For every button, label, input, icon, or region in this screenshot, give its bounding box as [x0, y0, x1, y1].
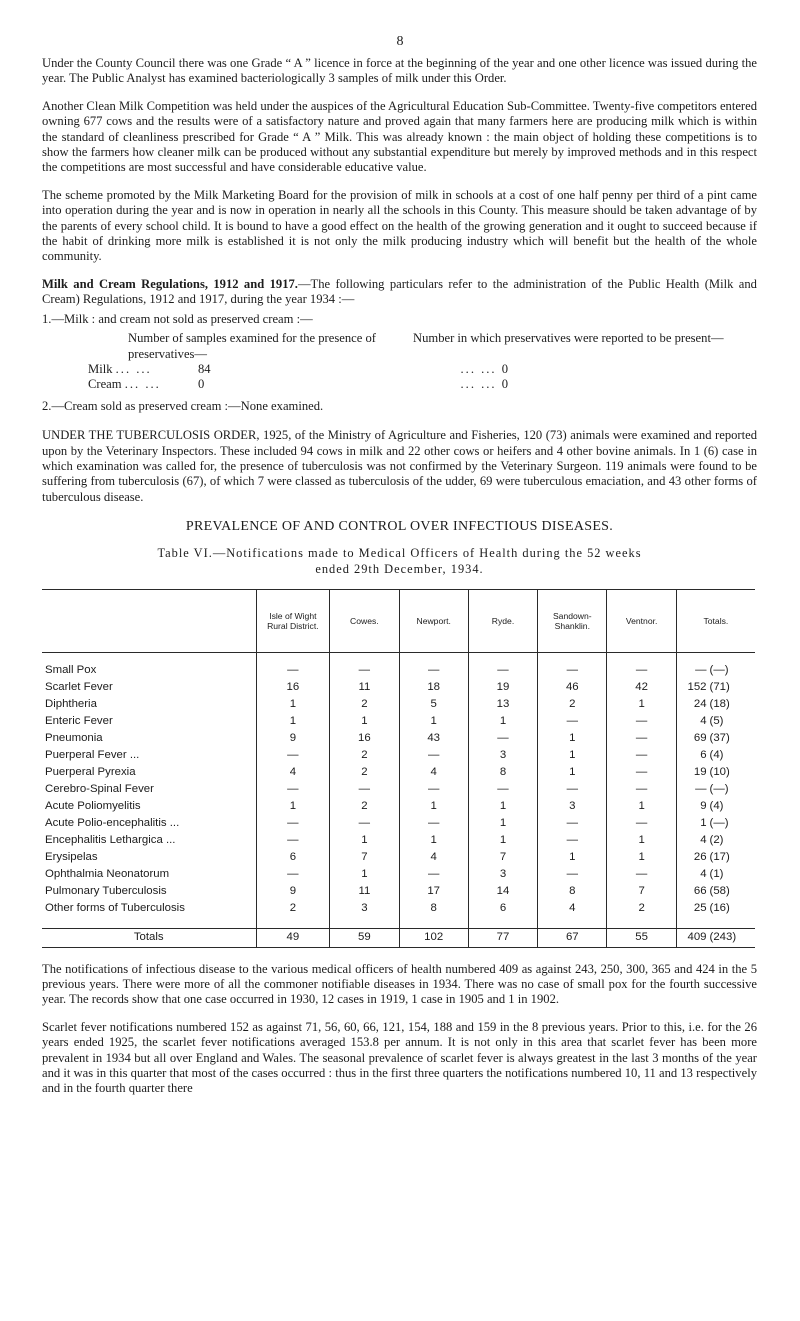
table-row — [42, 884, 755, 901]
total-cell: 25 — [676, 901, 706, 918]
disease-name-cell: Enteric Fever — [45, 715, 113, 728]
total-cell: 9 — [676, 799, 706, 816]
disease-name-cell: Other forms of Tuberculosis — [45, 902, 185, 915]
disease-name-cell: Erysipelas — [45, 851, 98, 864]
disease-name-cell: Acute Polio-encephalitis ... — [45, 817, 180, 830]
milk-regulations-paragraph — [42, 277, 757, 308]
value-cell: — — [399, 748, 468, 765]
value-cell: 6 — [468, 901, 537, 918]
value-cell: 4 — [538, 901, 607, 918]
value-cell: — — [399, 816, 468, 833]
value-cell: 43 — [399, 731, 468, 748]
previous-year-cell: (1) — [709, 868, 724, 881]
disease-name-cell: Pulmonary Tuberculosis — [45, 885, 167, 898]
paragraph-tuberculosis-order: UNDER THE TUBERCULOSIS ORDER, 1925, of the Ministry of Agriculture and Fisheries, 120 (73) animals were examined and reported upon by the Veterinary Inspectors. These included 94 cows in milk and 22 other cows or heifers and 4 other bovine animals. In 1 (6) case in which examination was called for, the presence of tuberculosis was not confirmed by the Veterinary Surgeon. 119 animals were found to be suffering from tuberculosis (67), of which 7 were classed as tuberculosis of the udder, 69 were tuberculous emaciation, and 43 other forms of tuberculous disease. — [42, 428, 757, 504]
value-cell: 1 — [607, 850, 676, 867]
value-cell: 9 — [256, 884, 330, 901]
paragraph-notifications-total: The notifications of infectious disease to the various medical officers of health numbered 409 as against 243, 250, 300, 365 and 424 in the 5 previous years. There were more of all the commoner notifiable diseases in 1934. There was no case of small pox for the fourth successive year. The records show that one case occurred in 1930, 12 cases in 1919, 1 case in 1905 and 1 in 1902. — [42, 961, 757, 1007]
value-cell: — — [538, 816, 607, 833]
table-body — [42, 652, 755, 947]
value-cell: 1 — [256, 714, 330, 731]
value-cell: 1 — [468, 816, 537, 833]
notifications-table — [42, 589, 755, 948]
column-header: Newport. — [399, 589, 468, 652]
total-value-cell: 102 — [399, 928, 468, 947]
value-cell: 1 — [330, 714, 399, 731]
value-cell: 16 — [330, 731, 399, 748]
table-row — [42, 765, 755, 782]
table-row — [42, 748, 755, 765]
previous-year-cell: (17) — [709, 851, 730, 864]
table-caption-line-1: Table VI.—Notifications made to Medical Officers of Health during the 52 weeks — [157, 545, 642, 560]
previous-year-cell: (37) — [709, 732, 730, 745]
value-cell: 2 — [607, 901, 676, 918]
value-cell: 1 — [538, 748, 607, 765]
column-header: Isle of Wight Rural District. — [256, 589, 330, 652]
table-spacer-row — [42, 918, 755, 929]
previous-year-cell: (71) — [709, 681, 730, 694]
column-header: Cowes. — [330, 589, 399, 652]
previous-year-cell: (18) — [709, 698, 730, 711]
preservatives-sample-table — [42, 331, 757, 393]
value-cell: — — [607, 663, 676, 680]
value-cell: 1 — [468, 833, 537, 850]
table-row — [42, 663, 755, 680]
value-cell: 2 — [538, 697, 607, 714]
value-cell: — — [256, 748, 330, 765]
disease-name-cell: Small Pox — [45, 664, 97, 677]
value-cell: — — [256, 833, 330, 850]
value-cell: 11 — [330, 884, 399, 901]
value-cell: 16 — [256, 680, 330, 697]
previous-year-cell: (10) — [709, 766, 730, 779]
total-cell: 1 — [676, 816, 706, 833]
value-cell: 4 — [399, 850, 468, 867]
value-cell: 3 — [330, 901, 399, 918]
value-cell: — — [330, 663, 399, 680]
value-cell: 1 — [607, 799, 676, 816]
previous-year-cell: (16) — [709, 902, 730, 915]
table-caption — [42, 545, 757, 577]
value-cell: 5 — [399, 697, 468, 714]
column-header: Sandown-Shanklin. — [538, 589, 607, 652]
table-row — [42, 680, 755, 697]
value-cell: — — [468, 782, 537, 799]
paragraph-grade-a-licence: Under the County Council there was one Grade “ A ” licence in force at the beginning of the year and one other licence was issued during the year. The Public Analyst has examined bacteriologically 3 samples of milk under this Order. — [42, 56, 757, 86]
previous-year-cell: (—) — [709, 783, 729, 796]
value-cell: 1 — [256, 799, 330, 816]
value-cell: 2 — [330, 697, 399, 714]
sample-row-cream — [42, 377, 757, 392]
sample-row-label: Milk ... ... — [88, 361, 152, 376]
value-cell: 6 — [256, 850, 330, 867]
previous-year-cell: (2) — [709, 834, 724, 847]
paragraph-scarlet-fever: Scarlet fever notifications numbered 152 as against 71, 56, 60, 66, 121, 154, 188 and 159 in the 8 previous years. Prior to this, i.e. for the 26 years ended 1925, the scarlet fever notifications averaged 153.8 per annum. It is not only in this area that scarlet fever has been more prevalent in 1934 but all over England and Wales. The seasonal prevalence of scarlet fever is always greatest in the last 3 months of the year and it was in this quarter that most of the cases occurred : thus in the first three quarters the notifications numbered 10, 11 and 13 respectively and in the fourth quarter there — [42, 1019, 757, 1096]
disease-name-cell: Cerebro-Spinal Fever — [45, 783, 154, 796]
value-cell: 7 — [468, 850, 537, 867]
table-caption-line-2: ended 29th December, 1934. — [315, 561, 484, 576]
value-cell: 46 — [538, 680, 607, 697]
disease-name-cell: Diphtheria — [45, 698, 97, 711]
value-cell: 8 — [399, 901, 468, 918]
paragraph-milk-in-schools: The scheme promoted by the Milk Marketing Board for the provision of milk in schools at a cost of one half penny per third of a pint came into operation during the year and is now in operation in nearly all the schools in this County. This measure should be taken advantage of by the parents of every school child. It is bound to have a good effect on the health of the growing generation and it ought to succeed because if the habit of drinking more milk is established it is not only the milk producing industry which will benefit but the health of the whole community. — [42, 187, 757, 264]
disease-column-header — [42, 589, 256, 652]
value-cell: — — [607, 782, 676, 799]
sample-examined-value: 84 — [198, 361, 211, 376]
total-cell: 152 — [676, 680, 706, 697]
value-cell: 7 — [607, 884, 676, 901]
totals-row — [42, 928, 755, 947]
table-row — [42, 833, 755, 850]
value-cell: — — [538, 663, 607, 680]
value-cell: — — [330, 816, 399, 833]
table-row — [42, 867, 755, 884]
value-cell: 4 — [256, 765, 330, 782]
value-cell: 3 — [468, 748, 537, 765]
value-cell: — — [538, 782, 607, 799]
value-cell: — — [538, 714, 607, 731]
total-cell: — — [676, 663, 706, 680]
total-value-cell: 67 — [538, 928, 607, 947]
value-cell: — — [607, 816, 676, 833]
column-header: Ventnor. — [607, 589, 676, 652]
value-cell: — — [538, 867, 607, 884]
total-cell: 4 — [676, 833, 706, 850]
paragraph-clean-milk-competition: Another Clean Milk Competition was held under the auspices of the Agricultural Education Sub-Committee. Twenty-five competitors entered owning 677 cows and the results were of a satisfactory nature and proved again that many farmers here are producing milk which is within the standard of cleanliness prescribed for Grade “ A ” Milk. This was already known : the main object of holding these competitions is to show the farmers how cleaner milk can be produced without any substantial expenditure but merely by improved methods and in this respect the competitions are most successful and have considerable educative value. — [42, 98, 757, 175]
value-cell: — — [468, 731, 537, 748]
disease-name-cell: Encephalitis Lethargica ... — [45, 834, 176, 847]
total-value-cell: 55 — [607, 928, 676, 947]
value-cell: — — [607, 714, 676, 731]
value-cell: 17 — [399, 884, 468, 901]
preservatives-present-header: Number in which preservatives were reported to be present— — [413, 331, 724, 346]
previous-year-cell: (5) — [709, 715, 724, 728]
value-cell: — — [468, 663, 537, 680]
value-cell: 1 — [468, 714, 537, 731]
value-cell: 8 — [538, 884, 607, 901]
value-cell: 2 — [330, 765, 399, 782]
value-cell: — — [399, 782, 468, 799]
value-cell: 1 — [256, 697, 330, 714]
value-cell: 42 — [607, 680, 676, 697]
sample-present-value: ... ... 0 — [460, 361, 508, 376]
total-cell: 19 — [676, 765, 706, 782]
value-cell: 1 — [399, 833, 468, 850]
table-spacer-row — [42, 652, 755, 663]
table-row — [42, 816, 755, 833]
value-cell: — — [607, 765, 676, 782]
column-header: Totals. — [676, 589, 755, 652]
disease-name-cell: Puerperal Pyrexia — [45, 766, 136, 779]
value-cell: 19 — [468, 680, 537, 697]
value-cell: 11 — [330, 680, 399, 697]
value-cell: 9 — [256, 731, 330, 748]
value-cell: 2 — [330, 748, 399, 765]
disease-name-cell: Pneumonia — [45, 732, 103, 745]
column-header: Ryde. — [468, 589, 537, 652]
value-cell: 1 — [399, 799, 468, 816]
value-cell: 3 — [538, 799, 607, 816]
sample-row-milk — [42, 362, 757, 377]
value-cell: 1 — [399, 714, 468, 731]
value-cell: 1 — [538, 850, 607, 867]
previous-year-cell: (—) — [709, 817, 729, 830]
previous-year-cell: (4) — [709, 749, 724, 762]
page-content — [42, 56, 757, 1109]
table-row — [42, 782, 755, 799]
value-cell: 2 — [256, 901, 330, 918]
table-row — [42, 850, 755, 867]
milk-regulations-intro: —The following particulars refer to the administration of the Public Health (Milk and Cream) Regulations, 1912 and 1917, during the year 1934 :— — [42, 276, 757, 307]
sample-present-value: ... ... 0 — [460, 377, 508, 392]
total-cell: 6 — [676, 748, 706, 765]
value-cell: — — [256, 782, 330, 799]
value-cell: — — [256, 867, 330, 884]
value-cell: 4 — [399, 765, 468, 782]
samples-examined-header: Number of samples examined for the presence of preservatives— — [128, 331, 376, 361]
value-cell: 1 — [468, 799, 537, 816]
page-number: 8 — [396, 34, 404, 49]
table-row — [42, 901, 755, 918]
value-cell: 8 — [468, 765, 537, 782]
value-cell: 1 — [538, 765, 607, 782]
table-row — [42, 714, 755, 731]
value-cell: — — [607, 748, 676, 765]
value-cell: 13 — [468, 697, 537, 714]
value-cell: — — [607, 731, 676, 748]
value-cell: 14 — [468, 884, 537, 901]
previous-year-cell: (—) — [709, 664, 729, 677]
value-cell: — — [256, 816, 330, 833]
value-cell: 1 — [330, 867, 399, 884]
previous-year-cell: (58) — [709, 885, 730, 898]
totals-label-cell: Totals — [42, 928, 256, 947]
value-cell: 7 — [330, 850, 399, 867]
sample-row-label: Cream ... ... — [88, 377, 161, 392]
total-value-cell: 77 — [468, 928, 537, 947]
table-row — [42, 799, 755, 816]
value-cell: 3 — [468, 867, 537, 884]
value-cell: — — [538, 833, 607, 850]
value-cell: — — [607, 867, 676, 884]
value-cell: — — [399, 867, 468, 884]
grand-total-cell: 409 — [676, 928, 706, 947]
milk-regulations-heading: Milk and Cream Regulations, 1912 and 1917. — [42, 276, 298, 291]
milk-regulations-item-2: 2.—Cream sold as preserved cream :—None examined. — [42, 398, 324, 413]
total-cell: 4 — [676, 867, 706, 884]
total-cell: 69 — [676, 731, 706, 748]
disease-name-cell: Scarlet Fever — [45, 681, 113, 694]
value-cell: — — [256, 663, 330, 680]
total-value-cell: 49 — [256, 928, 330, 947]
value-cell: 1 — [607, 833, 676, 850]
value-cell: 18 — [399, 680, 468, 697]
table-row — [42, 731, 755, 748]
disease-name-cell: Acute Poliomyelitis — [45, 800, 141, 813]
previous-year-cell: (4) — [709, 800, 724, 813]
total-cell: — — [676, 782, 706, 799]
total-value-cell: 59 — [330, 928, 399, 947]
milk-regulations-item-1: 1.—Milk : and cream not sold as preserved cream :— — [42, 311, 313, 326]
table-header-row — [42, 589, 755, 652]
total-cell: 24 — [676, 697, 706, 714]
previous-year-total-cell: (243) — [707, 928, 755, 947]
value-cell: 1 — [607, 697, 676, 714]
disease-name-cell: Puerperal Fever ... — [45, 749, 140, 762]
value-cell: — — [399, 663, 468, 680]
value-cell: 1 — [538, 731, 607, 748]
disease-name-cell: Ophthalmia Neonatorum — [45, 868, 170, 881]
sample-examined-value: 0 — [198, 377, 205, 392]
sample-table-header — [42, 331, 757, 362]
value-cell: 1 — [330, 833, 399, 850]
section-heading: PREVALENCE OF AND CONTROL OVER INFECTIOUS DISEASES. — [185, 519, 614, 535]
total-cell: 26 — [676, 850, 706, 867]
value-cell: 2 — [330, 799, 399, 816]
value-cell: — — [330, 782, 399, 799]
total-cell: 66 — [676, 884, 706, 901]
total-cell: 4 — [676, 714, 706, 731]
table-row — [42, 697, 755, 714]
